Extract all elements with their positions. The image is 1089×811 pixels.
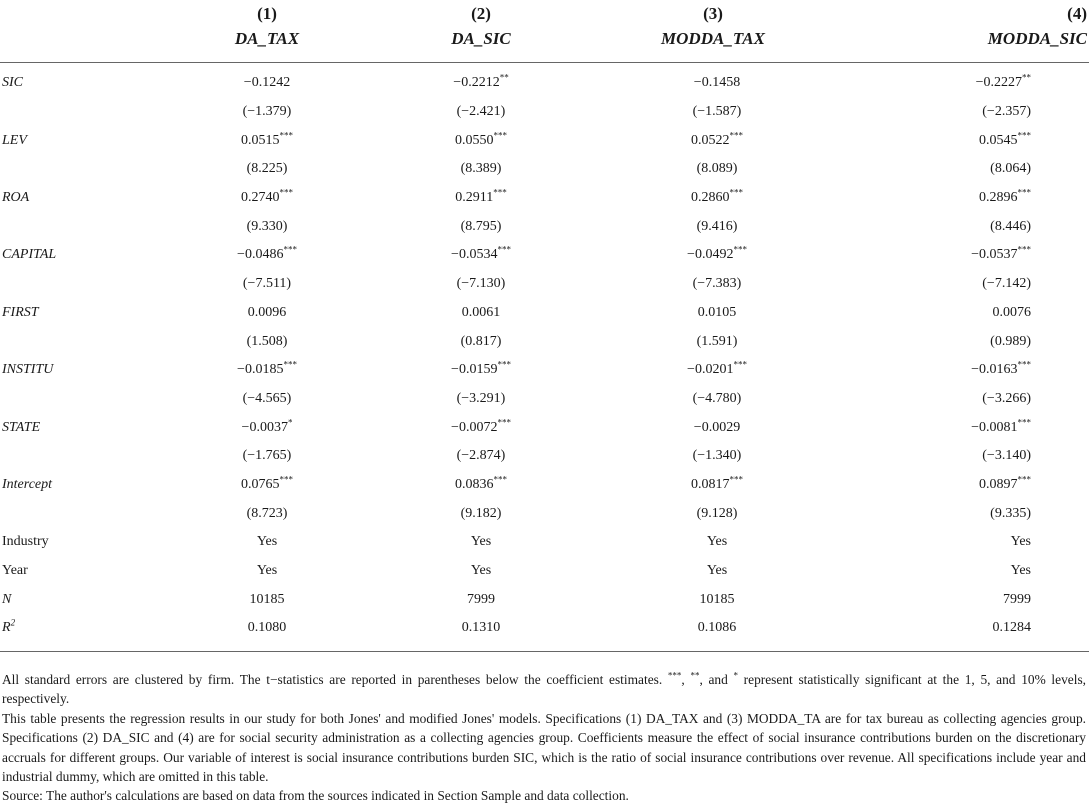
table-row — [0, 212, 1089, 241]
cell-col-2: (0.817) — [460, 333, 502, 349]
cell-col-3: Yes — [706, 563, 728, 579]
cell-col-3: (−7.383) — [692, 276, 742, 292]
cell-col-4: (−3.140) — [982, 448, 1031, 464]
column-name-3: MODDA_TAX — [661, 29, 765, 48]
cell-col-3: (−1.340) — [692, 448, 742, 464]
cell-col-2: −0.0072*** — [451, 416, 511, 435]
cell-col-4: (−7.142) — [982, 276, 1031, 292]
cell-col-3: −0.0201*** — [687, 359, 747, 378]
cell-col-2: Yes — [470, 534, 492, 550]
cell-col-1: (8.723) — [246, 505, 288, 521]
cell-col-3: (−4.780) — [692, 390, 742, 406]
cell-col-2: (−7.130) — [456, 276, 506, 292]
cell-col-3: 0.0522*** — [691, 130, 743, 148]
table-row — [0, 528, 1089, 557]
table-row — [0, 413, 1089, 442]
table-row — [0, 557, 1089, 586]
column-number-3: (3) — [703, 4, 723, 23]
cell-col-3: (9.128) — [696, 505, 738, 521]
table-row — [0, 385, 1089, 414]
source-note: Source: The author's calculations are based on data from the sources indicated in Section Sample and data collection. — [2, 788, 629, 804]
cell-col-1: (−7.511) — [242, 276, 292, 292]
cell-col-4: 7999 — [1003, 591, 1031, 607]
row-label — [0, 98, 160, 127]
cell-col-3: (9.416) — [696, 218, 738, 234]
cell-col-4: 0.1284 — [992, 620, 1031, 636]
table-row — [0, 442, 1089, 471]
table-row — [0, 98, 1089, 127]
cell-col-1: (9.330) — [246, 218, 288, 234]
row-label: Industry — [2, 534, 49, 550]
column-number-row — [0, 0, 1089, 26]
row-label — [0, 385, 160, 414]
standard-errors-note: All standard errors are clustered by firm. The t−statistics are reported in parentheses below the coefficient estimates. ***, **, and * represent statistically significant at the 1, 5, and 10% levels, respectively. — [2, 670, 1087, 707]
row-label: N — [2, 591, 12, 607]
cell-col-1: (−4.565) — [242, 390, 292, 406]
cell-col-2: −0.0159*** — [451, 359, 511, 378]
row-label — [0, 270, 160, 299]
cell-col-4: Yes — [1010, 534, 1031, 550]
cell-col-4: −0.0163*** — [971, 359, 1031, 378]
table-row — [0, 471, 1089, 500]
cell-col-1: (1.508) — [246, 333, 288, 349]
cell-col-3: 0.1086 — [697, 620, 737, 636]
row-label — [0, 212, 160, 241]
cell-col-2: 0.0550*** — [455, 130, 507, 148]
table-row — [0, 299, 1089, 328]
cell-col-4: Yes — [1010, 563, 1031, 579]
row-label: FIRST — [2, 304, 39, 320]
row-label: STATE — [2, 419, 41, 435]
cell-col-2: 0.2911*** — [455, 187, 507, 206]
cell-col-4: (9.335) — [990, 505, 1031, 521]
column-name-row — [0, 26, 1089, 63]
cell-col-3: (1.591) — [696, 333, 738, 349]
cell-col-2: −0.0534*** — [451, 244, 511, 263]
table-row — [0, 63, 1089, 98]
table-row — [0, 155, 1089, 184]
column-number-4: (4) — [1067, 4, 1087, 23]
cell-col-1: 0.0765*** — [241, 474, 293, 492]
cell-col-2: (−2.874) — [456, 448, 506, 464]
table-header — [0, 0, 1089, 63]
header-blank — [0, 0, 160, 26]
table-row — [0, 126, 1089, 155]
table-row — [0, 270, 1089, 299]
column-number-1: (1) — [257, 4, 277, 23]
cell-col-3: (8.089) — [696, 161, 738, 177]
table-body — [0, 63, 1089, 652]
row-label: Intercept — [2, 476, 53, 492]
cell-col-1: (−1.379) — [242, 104, 292, 120]
cell-col-3: −0.1458 — [693, 75, 741, 91]
cell-col-1: (−1.765) — [242, 448, 292, 464]
cell-col-3: −0.0029 — [693, 419, 741, 435]
cell-col-1: −0.0486*** — [237, 244, 297, 263]
row-label — [0, 499, 160, 528]
cell-col-3: 0.0817*** — [691, 474, 743, 492]
column-name-1: DA_TAX — [234, 29, 300, 48]
cell-col-4: (8.446) — [990, 218, 1031, 234]
cell-col-4: 0.0076 — [992, 304, 1031, 320]
cell-col-4: −0.0081*** — [971, 416, 1031, 435]
column-number-2: (2) — [471, 4, 491, 23]
cell-col-4: 0.0545*** — [979, 130, 1031, 148]
cell-col-4: −0.2227** — [975, 72, 1031, 91]
cell-col-1: 0.1080 — [247, 620, 287, 636]
row-label — [0, 327, 160, 356]
row-label: ROA — [2, 190, 30, 206]
cell-col-4: 0.0897*** — [979, 474, 1031, 492]
cell-col-1: Yes — [256, 534, 278, 550]
cell-col-2: (−3.291) — [456, 390, 506, 406]
cell-col-2: 0.0061 — [461, 304, 501, 320]
cell-col-4: (−2.357) — [982, 104, 1031, 120]
row-label — [0, 155, 160, 184]
cell-col-1: 10185 — [249, 591, 285, 607]
cell-col-2: (8.389) — [460, 161, 502, 177]
row-label: SIC — [2, 75, 23, 91]
cell-col-3: 0.2860*** — [691, 187, 743, 206]
cell-col-3: 10185 — [699, 591, 735, 607]
cell-col-2: (−2.421) — [456, 104, 506, 120]
cell-col-1: Yes — [256, 563, 278, 579]
cell-col-3: (−1.587) — [692, 104, 742, 120]
cell-col-2: 0.0836*** — [455, 474, 507, 492]
table-description-note: This table presents the regression results in our study for both Jones' and modified Jones' models. Specifications (1) DA_TAX and (3) MODDA_TA are for tax bureau as collecting agencies group. Specifications (2) DA_SIC and (4) are for social security administration as a collecting agencies group. Coefficients measure the effect of social insurance contributions burden on the discretionary accruals for different groups. Our variable of interest is social insurance contributions burden SIC, which is the ratio of social insurance contributions over revenue. All specifications include year and industrial dummy, which are omitted in this table. — [2, 710, 1086, 785]
cell-col-2: 7999 — [467, 591, 495, 607]
row-label: CAPITAL — [2, 247, 57, 263]
row-label: Year — [2, 563, 28, 579]
cell-col-3: −0.0492*** — [687, 244, 747, 263]
cell-col-1: 0.0515*** — [241, 130, 293, 148]
cell-col-3: Yes — [706, 534, 728, 550]
table-notes — [2, 670, 1086, 806]
cell-col-4: (8.064) — [990, 161, 1031, 177]
cell-col-1: −0.0037* — [241, 416, 293, 435]
header-blank — [0, 26, 160, 63]
row-label: $R^2$ — [2, 617, 16, 636]
cell-col-4: (0.989) — [990, 333, 1031, 349]
row-label: INSTITU — [2, 362, 54, 378]
cell-col-1: 0.0096 — [247, 304, 287, 320]
cell-col-3: 0.0105 — [697, 304, 737, 320]
table-row — [0, 356, 1089, 385]
cell-col-4: (−3.266) — [982, 390, 1031, 406]
table-row — [0, 614, 1089, 651]
table-row — [0, 327, 1089, 356]
cell-col-1: 0.2740*** — [241, 187, 293, 206]
cell-col-1: −0.0185*** — [237, 359, 297, 378]
cell-col-1: −0.1242 — [243, 75, 291, 91]
cell-col-2: −0.2212** — [453, 72, 509, 91]
column-name-4: MODDA_SIC — [987, 29, 1087, 48]
table-row — [0, 184, 1089, 213]
cell-col-4: −0.0537*** — [971, 244, 1031, 263]
cell-col-4: 0.2896*** — [979, 187, 1031, 206]
cell-col-2: 0.1310 — [461, 620, 501, 636]
table-row — [0, 585, 1089, 614]
table-row — [0, 241, 1089, 270]
row-label — [0, 442, 160, 471]
row-label: LEV — [2, 132, 27, 148]
cell-col-2: (9.182) — [460, 505, 502, 521]
column-name-2: DA_SIC — [451, 29, 511, 48]
cell-col-2: Yes — [470, 563, 492, 579]
cell-col-2: (8.795) — [460, 218, 502, 234]
cell-col-1: (8.225) — [246, 161, 288, 177]
table-row — [0, 499, 1089, 528]
